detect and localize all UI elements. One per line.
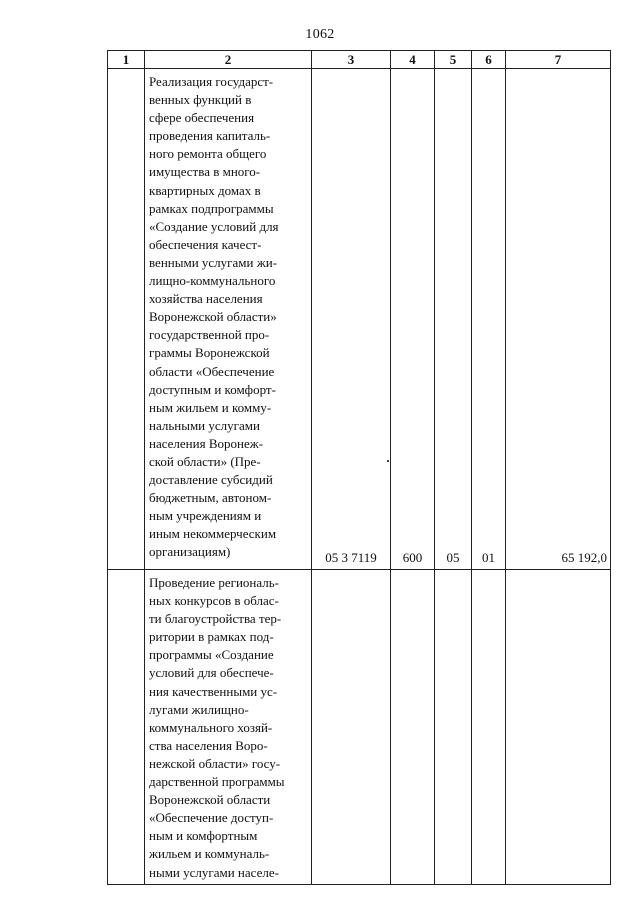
budget-table xyxy=(107,50,611,885)
table-header-row xyxy=(108,51,611,69)
description-line: обеспечения качест- xyxy=(149,236,262,252)
description-line: имущества в много- xyxy=(149,164,261,180)
description-line: населения Воронеж- xyxy=(149,435,264,451)
description-line: иным некоммерческим xyxy=(149,526,277,542)
column-header: 7 xyxy=(506,51,611,69)
description-line: ти благоустройства тер- xyxy=(149,611,282,627)
description-line: программы «Создание xyxy=(149,647,274,663)
table-row xyxy=(108,570,611,885)
description-line: бюджетным, автоном- xyxy=(149,490,272,506)
description-line: доступным и комфорт- xyxy=(149,381,276,397)
description-line: доставление субсидий xyxy=(149,472,273,488)
expense-kind-cell xyxy=(391,570,435,885)
description-line: ным жильем и комму- xyxy=(149,399,272,415)
description-line: Воронежской области» xyxy=(149,309,277,325)
description-line: ного ремонта общего xyxy=(149,146,267,162)
description-line: лищно-коммунального xyxy=(149,273,276,289)
description-text xyxy=(149,73,309,562)
description-line: нежской области» госу- xyxy=(149,755,281,771)
amount-cell: 65 192,0 xyxy=(506,69,611,570)
description-line: ными услугами населе- xyxy=(149,864,279,880)
description-line: «Обеспечение доступ- xyxy=(149,810,274,826)
column-header: 6 xyxy=(472,51,506,69)
description-line: условий для обеспече- xyxy=(149,665,274,681)
description-line: квартирных домах в xyxy=(149,182,261,198)
description-line: ных конкурсов в облас- xyxy=(149,593,279,609)
description-line: ритории в рамках под- xyxy=(149,629,274,645)
description-line: области «Обеспечение xyxy=(149,363,275,379)
description-line: ской области» (Пре- xyxy=(149,453,261,469)
section-cell xyxy=(435,570,472,885)
description-line: рамках подпрограммы xyxy=(149,200,274,216)
table-row xyxy=(108,69,611,570)
description-line: проведения капиталь- xyxy=(149,128,271,144)
description-line: граммы Воронежской xyxy=(149,345,270,361)
description-line: Реализация государст- xyxy=(149,74,274,89)
description-line: государственной про- xyxy=(149,327,270,343)
description-line: организациям) xyxy=(149,544,231,560)
target-code-cell xyxy=(312,570,391,885)
description-line: Проведение региональ- xyxy=(149,575,280,590)
description-line: венными услугами жи- xyxy=(149,254,277,270)
page-number: 1062 xyxy=(305,27,335,42)
description-line: дарственной программы xyxy=(149,774,285,790)
description-line: ства населения Воро- xyxy=(149,737,268,753)
amount-cell xyxy=(506,570,611,885)
description-line: ным учреждениям и xyxy=(149,508,262,524)
column-header: 4 xyxy=(391,51,435,69)
row-index-cell xyxy=(108,69,145,570)
description-line: коммунального хозяй- xyxy=(149,719,273,735)
description-line: нальными услугами xyxy=(149,417,260,433)
description-line: жильем и коммуналь- xyxy=(149,846,270,862)
column-header: 3 xyxy=(312,51,391,69)
description-cell xyxy=(145,69,312,570)
row-index-cell xyxy=(108,570,145,885)
description-line: «Создание условий для xyxy=(149,218,279,234)
subsection-cell: 01 xyxy=(472,69,506,570)
description-line: ным и комфортным xyxy=(149,828,258,844)
description-line: лугами жилищно- xyxy=(149,701,249,717)
subsection-cell xyxy=(472,570,506,885)
column-header: 1 xyxy=(108,51,145,69)
scan-speck xyxy=(387,460,389,462)
description-line: Воронежской области xyxy=(149,792,271,808)
description-line: ния качественными ус- xyxy=(149,683,278,699)
expense-kind-cell: 600 xyxy=(391,69,435,570)
description-line: сфере обеспечения xyxy=(149,110,255,126)
description-text xyxy=(149,574,309,882)
description-line: хозяйства населения xyxy=(149,291,263,307)
description-cell xyxy=(145,570,312,885)
column-header: 2 xyxy=(145,51,312,69)
target-code-cell: 05 3 7119 xyxy=(312,69,391,570)
section-cell: 05 xyxy=(435,69,472,570)
description-line: венных функций в xyxy=(149,92,252,108)
column-header: 5 xyxy=(435,51,472,69)
